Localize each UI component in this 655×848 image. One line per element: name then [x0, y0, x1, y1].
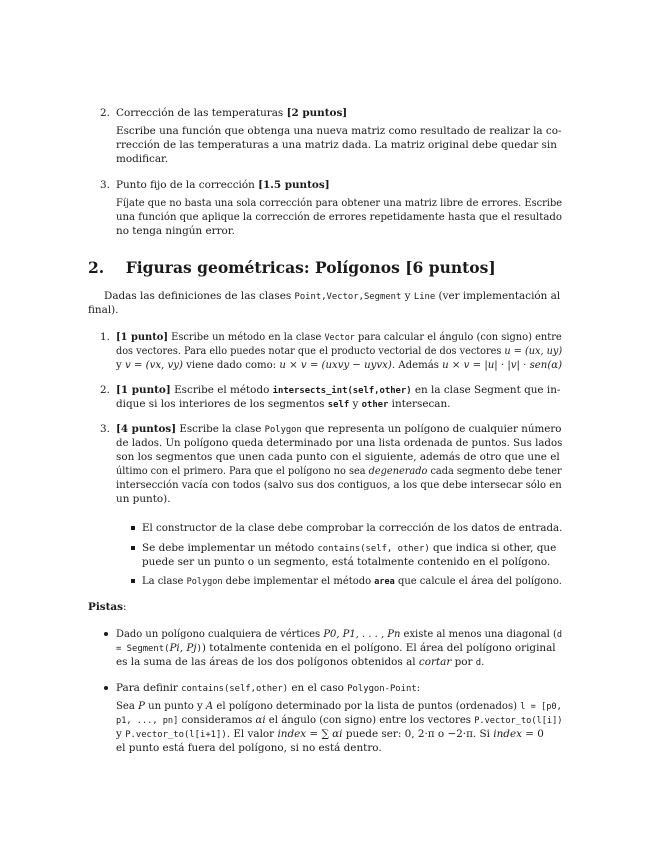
- task-line: [1 punto] Escribe el método intersects_int(self,other) en la clase Segment que in-: [116, 384, 561, 396]
- paragraph-line: no tenga ningún error.: [116, 225, 235, 237]
- list-item-title: Punto fijo de la corrección [1.5 puntos]: [116, 179, 330, 191]
- section-heading: [88, 258, 496, 278]
- paragraph-line: una función que aplique la corrección de errores repetidamente hasta que el resultado: [116, 211, 562, 223]
- task-line: dique si los interiores de los segmentos self y other intersecan.: [116, 398, 451, 410]
- list-number: 3.: [100, 423, 110, 435]
- bullet-icon: [104, 686, 108, 690]
- hint-line: p1, ..., pn] consideramos αi el ángulo (con signo) entre los vectores P.vector_to(l[i]): [116, 714, 563, 726]
- points-label: [1 punto]: [116, 384, 171, 396]
- hint-line: = Segment(Pi, Pj)) totalmente contenida en el polígono. El área del polígono original: [116, 642, 556, 654]
- points-label: [1 punto]: [116, 331, 169, 343]
- task-line: de lados. Un polígono queda determinado por una lista ordenada de puntos. Sus lados: [116, 437, 563, 449]
- hints-heading: Pistas:: [88, 601, 127, 613]
- task-line: dos vectores. Para ello puedes notar que el producto vectorial de dos vectores u = (ux, uy): [116, 345, 563, 357]
- bullet-icon: [131, 526, 135, 530]
- task-line: un punto).: [116, 493, 171, 505]
- task-line: último con el primero. Para que el polígono no sea degenerado cada segmento debe tener: [116, 465, 562, 477]
- intro-line: final).: [88, 304, 119, 316]
- task-line: [4 puntos] Escribe la clase Polygon que representa un polígono de cualquier número: [116, 423, 562, 435]
- bullet-icon: [104, 632, 108, 636]
- sub-item-line: Se debe implementar un método contains(self, other) que indica si other, que: [142, 542, 557, 554]
- list-number: 1.: [100, 331, 110, 343]
- hint-line: y P.vector_to(l[i+1]). El valor index = ∑ αi puede ser: 0, 2·π o −2·π. Si index = 0: [116, 728, 544, 740]
- hint-line: Para definir contains(self,other) en el caso Polygon-Point:: [116, 682, 421, 694]
- hint-line: es la suma de las áreas de los dos polígonos obtenidos al cortar por d.: [116, 656, 485, 668]
- sub-item-line: puede ser un punto o un segmento, está totalmente contenido en el polígono.: [142, 556, 551, 568]
- task-line: y v = (vx, vy) viene dado como: u × v = (uxvy − uyvx). Además u × v = |u| · |v| · sen(α): [116, 359, 563, 371]
- paragraph-line: modificar.: [116, 153, 169, 165]
- sub-item-line: El constructor de la clase debe comprobar la corrección de los datos de entrada.: [142, 522, 563, 534]
- intro-line: Dadas las definiciones de las clases Point,Vector,Segment y Line (ver implementación al: [104, 290, 561, 302]
- paragraph-line: Escribe una función que obtenga una nueva matriz como resultado de realizar la co-: [116, 125, 562, 137]
- sub-item-line: La clase Polygon debe implementar el método area que calcule el área del polígono.: [142, 575, 562, 587]
- task-line: son los segmentos que unen cada punto con el siguiente, además de otro que une el: [116, 451, 560, 463]
- points-label: [4 puntos]: [116, 423, 177, 435]
- list-number: 2.: [100, 384, 110, 396]
- hint-line: el punto está fuera del polígono, si no está dentro.: [116, 742, 382, 754]
- points-label: [1.5 puntos]: [258, 179, 330, 191]
- task-line: [1 punto] Escribe un método en la clase Vector para calcular el ángulo (con signo) entre: [116, 331, 562, 343]
- paragraph-line: rrección de las temperaturas a una matriz dada. La matriz original debe quedar sin: [116, 139, 557, 151]
- paragraph-line: Fíjate que no basta una sola corrección para obtener una matriz libre de errores. Escribe: [116, 197, 563, 209]
- bullet-icon: [131, 546, 135, 550]
- bullet-icon: [131, 579, 135, 583]
- list-item-title: Corrección de las temperaturas [2 puntos]: [116, 107, 348, 119]
- task-line: intersección vacía con todos (salvo sus dos contiguos, a los que debe intersecar sólo en: [116, 479, 562, 491]
- list-number: 2.: [100, 107, 110, 119]
- hint-line: Dado un polígono cualquiera de vértices P0, P1, . . . , Pn existe al menos una diagonal (d: [116, 628, 563, 640]
- list-number: 3.: [100, 179, 110, 191]
- section-title: Figuras geométricas: Polígonos [6 puntos]: [125, 258, 496, 277]
- points-label: [2 puntos]: [286, 107, 348, 119]
- section-number: 2.: [88, 258, 105, 277]
- hint-line: Sea P un punto y A el polígono determinado por la lista de puntos (ordenados) l = [p0,: [116, 700, 562, 712]
